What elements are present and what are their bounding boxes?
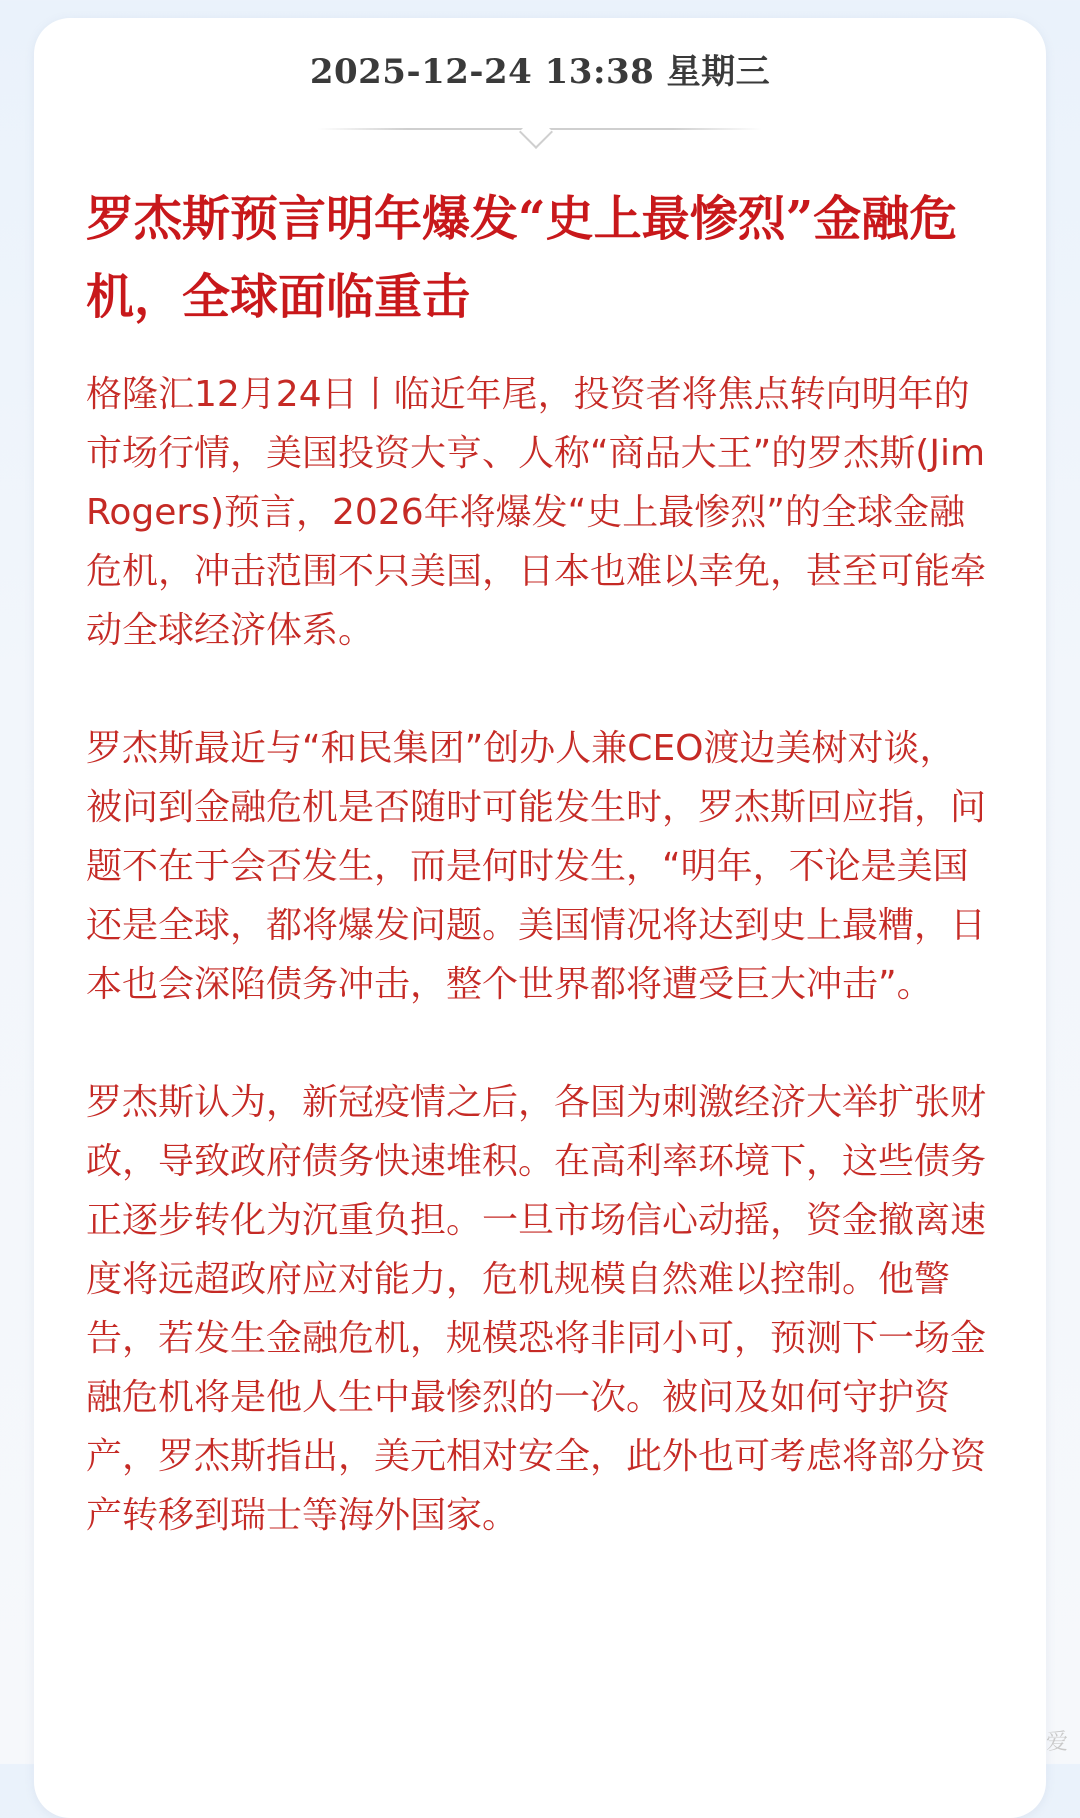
- article-paragraph: 格隆汇12月24日丨临近年尾，投资者将焦点转向明年的市场行情，美国投资大亨、人称“商品大王”的罗杰斯(Jim Rogers)预言，2026年将爆发“史上最惨烈”的全球金融危机，冲击范围不只美国，日本也难以幸免，甚至可能牵动全球经济体系。: [86, 374, 987, 651]
- article-paragraph: 罗杰斯认为，新冠疫情之后，各国为刺激经济大举扩张财政，导致政府债务快速堆积。在高利率环境下，这些债务正逐步转化为沉重负担。一旦市场信心动摇，资金撤离速度将远超政府应对能力，危机规模自然难以控制。他警告，若发生金融危机，规模恐将非同小可，预测下一场金融危机将是他人生中最惨烈的一次。被问及如何守护资产，罗杰斯指出，美元相对安全，此外也可考虑将部分资产转移到瑞士等海外国家。: [86, 1082, 987, 1536]
- article-body: [86, 365, 986, 1604]
- watermark: 爱: [1045, 1730, 1068, 1755]
- article-title: 罗杰斯预言明年爆发“史上最惨烈”金融危机，全球面临重击: [86, 191, 958, 325]
- datetime-header: 2025-12-24 13:38 星期三: [309, 52, 771, 92]
- article-paragraph: 罗杰斯最近与“和民集团”创办人兼CEO渡边美树对谈，被问到金融危机是否随时可能发生时，罗杰斯回应指，问题不在于会否发生，而是何时发生，“明年，不论是美国还是全球，都将爆发问题。美国情况将达到史上最糟，日本也会深陷债务冲击，整个世界都将遭受巨大冲击”。: [86, 728, 987, 1005]
